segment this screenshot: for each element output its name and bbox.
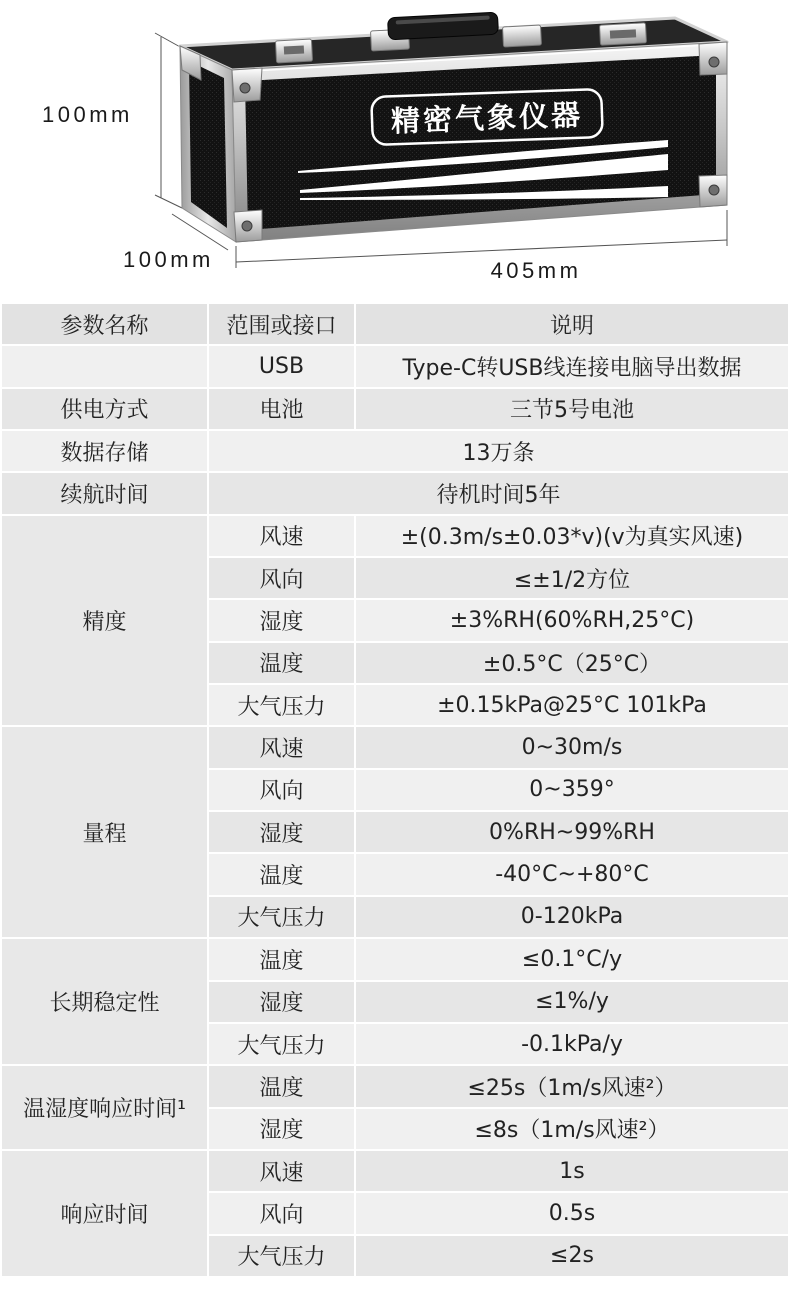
param-name-cell: 供电方式 — [2, 389, 207, 429]
table-header-row — [2, 304, 788, 344]
description-cell: ≤1%/y — [356, 982, 788, 1022]
instrument-case — [180, 12, 727, 242]
range-cell: 温度 — [209, 643, 354, 683]
description-cell: ≤2s — [356, 1236, 788, 1276]
range-cell: 风速 — [209, 1151, 354, 1191]
description-cell: ≤±1/2方位 — [356, 558, 788, 598]
table-row — [2, 346, 788, 386]
range-cell: USB — [209, 346, 354, 386]
latch-right — [600, 23, 647, 45]
range-cell: 电池 — [209, 389, 354, 429]
description-cell: 待机时间5年 — [209, 473, 788, 513]
range-cell: 湿度 — [209, 600, 354, 640]
case-label-text: 精密气象仪器 — [390, 97, 584, 139]
description-cell: ±3%RH(60%RH,25°C) — [356, 600, 788, 640]
table-row — [2, 473, 788, 513]
description-cell: Type-C转USB线连接电脑导出数据 — [356, 346, 788, 386]
dimension-height-label: 100mm — [42, 102, 133, 127]
description-cell: 0-120kPa — [356, 897, 788, 937]
product-case-illustration — [0, 0, 790, 302]
latch-left — [275, 39, 312, 63]
header-param-name: 参数名称 — [2, 304, 207, 344]
param-name-cell: 续航时间 — [2, 473, 207, 513]
description-cell: ±(0.3m/s±0.03*v)(v为真实风速) — [356, 516, 788, 556]
dimension-depth-label: 100mm — [123, 247, 214, 272]
description-cell: 0%RH~99%RH — [356, 812, 788, 852]
range-cell: 湿度 — [209, 812, 354, 852]
dimension-width-label: 405mm — [490, 258, 582, 283]
description-cell: ≤25s（1m/s风速²） — [356, 1066, 788, 1106]
spec-table — [0, 302, 790, 1278]
param-group-cell: 温湿度响应时间¹ — [2, 1066, 207, 1149]
param-group-cell: 响应时间 — [2, 1151, 207, 1276]
range-cell: 大气压力 — [209, 685, 354, 725]
table-row — [2, 727, 788, 767]
range-cell: 风向 — [209, 770, 354, 810]
description-cell: ≤0.1°C/y — [356, 939, 788, 979]
param-group-cell: 精度 — [2, 516, 207, 726]
range-cell: 大气压力 — [209, 1024, 354, 1064]
table-row — [2, 1066, 788, 1106]
description-cell: ≤8s（1m/s风速²） — [356, 1109, 788, 1149]
range-cell: 风向 — [209, 1193, 354, 1233]
table-row — [2, 516, 788, 556]
description-cell: 13万条 — [209, 431, 788, 471]
description-cell: -40°C~+80°C — [356, 854, 788, 894]
range-cell: 温度 — [209, 854, 354, 894]
description-cell: -0.1kPa/y — [356, 1024, 788, 1064]
case-left-end-panel — [189, 61, 227, 228]
header-description: 说明 — [356, 304, 788, 344]
param-group-cell: 量程 — [2, 727, 207, 937]
range-cell: 湿度 — [209, 982, 354, 1022]
description-cell: 1s — [356, 1151, 788, 1191]
range-cell: 风速 — [209, 516, 354, 556]
range-cell: 风向 — [209, 558, 354, 598]
description-cell: 0~30m/s — [356, 727, 788, 767]
table-row — [2, 389, 788, 429]
table-row — [2, 939, 788, 979]
range-cell: 大气压力 — [209, 897, 354, 937]
range-cell: 大气压力 — [209, 1236, 354, 1276]
description-cell: 0.5s — [356, 1193, 788, 1233]
range-cell: 湿度 — [209, 1109, 354, 1149]
header-range-interface: 范围或接口 — [209, 304, 354, 344]
description-cell: 0~359° — [356, 770, 788, 810]
description-cell: ±0.15kPa@25°C 101kPa — [356, 685, 788, 725]
table-row — [2, 1151, 788, 1191]
table-row — [2, 431, 788, 471]
param-name-cell: 数据存储 — [2, 431, 207, 471]
description-cell: ±0.5°C（25°C） — [356, 643, 788, 683]
range-cell: 风速 — [209, 727, 354, 767]
range-cell: 温度 — [209, 1066, 354, 1106]
param-name-cell — [2, 346, 207, 386]
param-group-cell: 长期稳定性 — [2, 939, 207, 1064]
range-cell: 温度 — [209, 939, 354, 979]
description-cell: 三节5号电池 — [356, 389, 788, 429]
